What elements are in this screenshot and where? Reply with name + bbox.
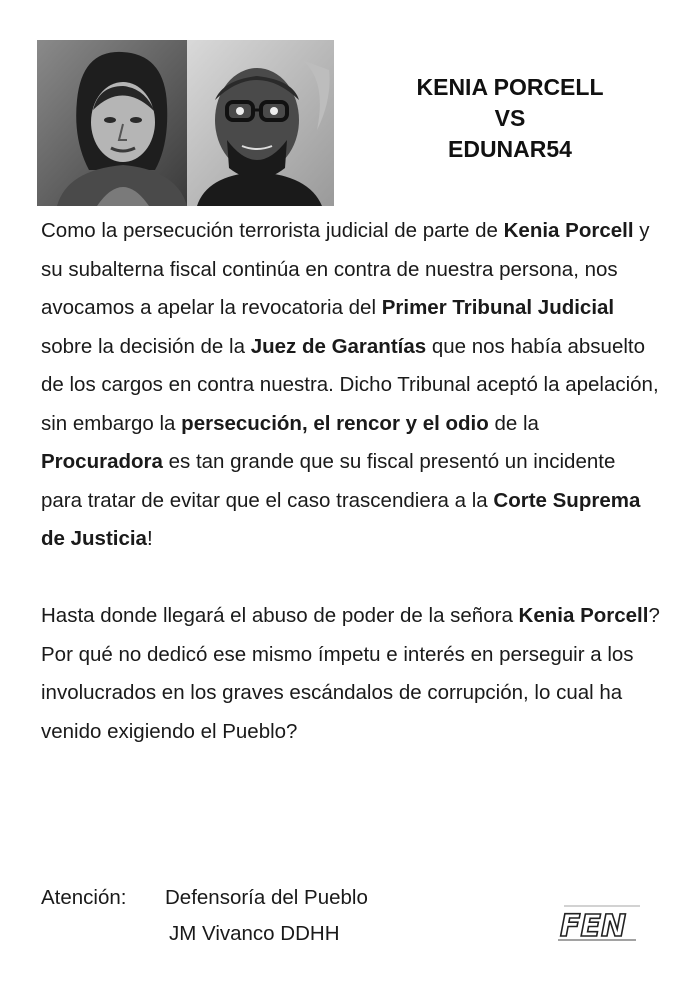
text-run: ?: [648, 604, 660, 627]
bold-run: Kenia Porcell: [503, 219, 634, 242]
paragraph-3: [41, 636, 661, 752]
text-run: es tan grande que su fiscal presentó un incidente para tratar de evitar que el caso trascendiera a la: [41, 450, 616, 512]
title-line-2: VS: [494, 105, 526, 131]
title-line-1: KENIA PORCELL: [416, 74, 604, 100]
text-run: Hasta donde llegará el abuso de poder de la señora: [41, 604, 519, 627]
letter-body: [41, 212, 661, 751]
title-line-3: EDUNAR54: [448, 136, 572, 162]
header-photo: [37, 40, 334, 206]
text-run: que nos había absuelto de los cargos en contra nuestra. Dicho Tribunal aceptó la apelación, sin embargo la: [41, 334, 659, 435]
fen-logo: [556, 900, 642, 948]
attention-label: Atención:: [41, 886, 127, 909]
paragraph-2: [41, 597, 661, 636]
bold-run: Primer Tribunal Judicial: [381, 296, 615, 319]
text-run: de la: [488, 411, 539, 435]
text-run: Por qué no dedicó ese mismo ímpetu e interés en perseguir a los involucrados en los graves escándalos de corrupción, lo cual ha venido exigiendo el Pueblo?: [41, 642, 634, 743]
attention-recipient-2: JM Vivanco DDHH: [169, 922, 340, 945]
paragraph-1: [41, 212, 661, 559]
page-title: [380, 72, 640, 165]
text-run: y su subalterna fiscal continúa en contra de nuestra persona, nos avocamos a apelar la revocatoria del: [41, 219, 650, 319]
bold-run: Kenia Porcell: [518, 604, 649, 627]
bold-run: Procuradora: [41, 450, 163, 473]
text-run: Como la persecución terrorista judicial de parte de: [41, 219, 504, 242]
bold-run: Corte Suprema de Justicia: [41, 488, 641, 550]
bold-run: persecución, el rencor y el odio: [181, 411, 489, 435]
logo-text: FEN: [560, 909, 627, 944]
bold-run: Juez de Garantías: [250, 334, 427, 358]
text-run: !: [146, 527, 153, 550]
text-run: sobre la decisión de la: [41, 334, 251, 358]
attention-recipient-1: Defensoría del Pueblo: [165, 886, 368, 909]
